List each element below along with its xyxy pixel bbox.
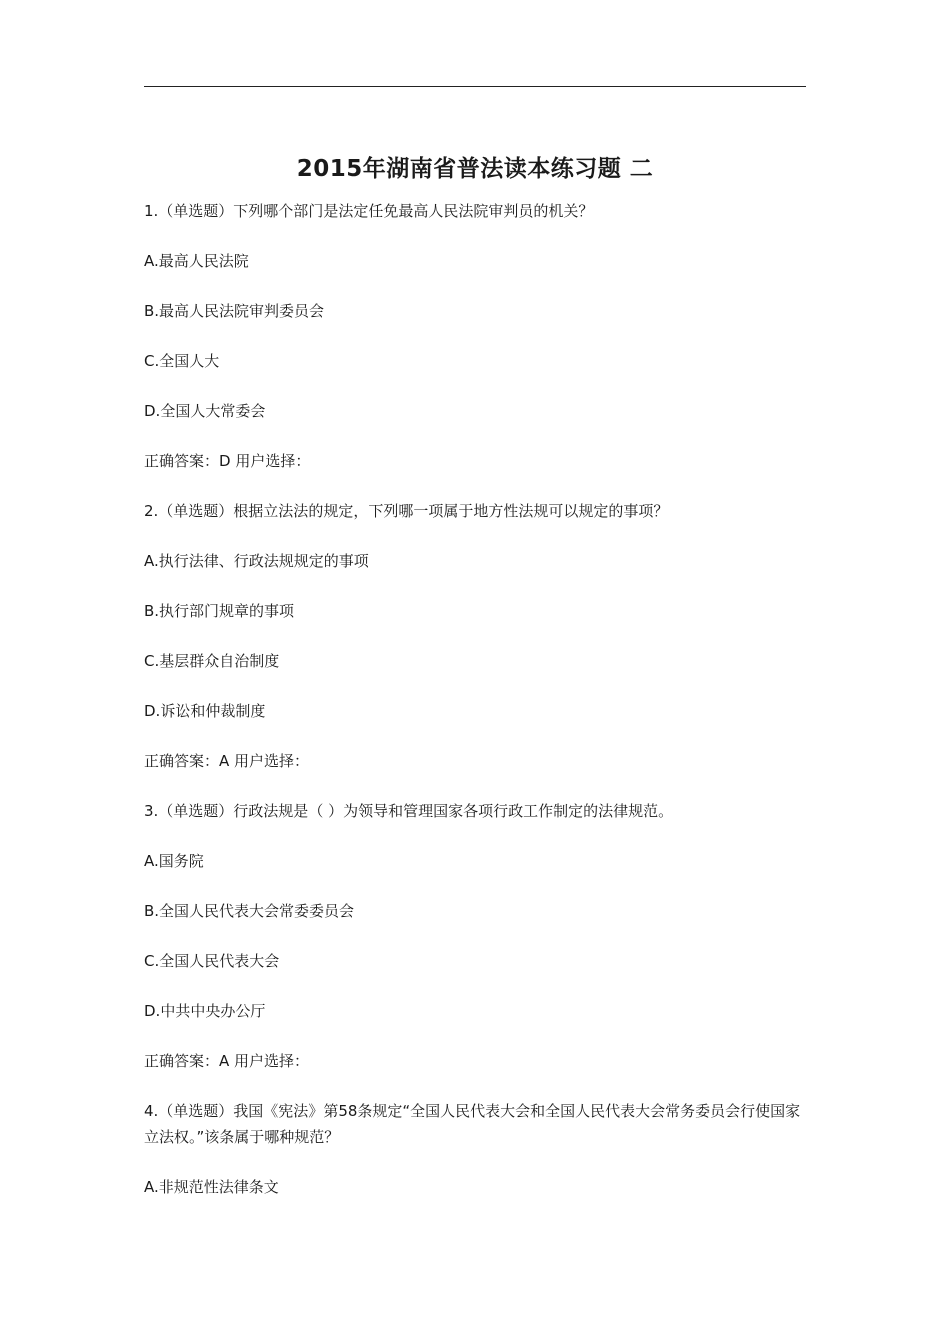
question-text: 2.（单选题）根据立法法的规定，下列哪一项属于地方性法规可以规定的事项？ xyxy=(144,502,669,520)
question-text: 3.（单选题）行政法规是（ ）为领导和管理国家各项行政工作制定的法律规范。 xyxy=(144,802,674,820)
answer-line: 正确答案：D 用户选择： xyxy=(144,452,311,470)
question-option: A.执行法律、行政法规规定的事项 xyxy=(144,552,369,570)
question-option: B.执行部门规章的事项 xyxy=(144,602,295,620)
question-text: 4.（单选题）我国《宪法》第58条规定“全国人民代表大会和全国人民代表大会常务委员会行使国家立法权。”该条属于哪种规范？ xyxy=(144,1102,801,1146)
question-option: D.全国人大常委会 xyxy=(144,402,266,420)
question-option: C.全国人大 xyxy=(144,352,220,370)
question-option: D.中共中央办公厅 xyxy=(144,1002,266,1020)
answer-line: 正确答案：A 用户选择： xyxy=(144,1052,310,1070)
question-option: A.非规范性法律条文 xyxy=(144,1178,279,1196)
question-option: A.国务院 xyxy=(144,852,204,870)
document-body xyxy=(144,198,808,1224)
document-title: 2015年湖南省普法读本练习题 二 xyxy=(296,156,654,182)
question-text: 1.（单选题）下列哪个部门是法定任免最高人民法院审判员的机关？ xyxy=(144,202,594,220)
answer-line: 正确答案：A 用户选择： xyxy=(144,752,310,770)
question-option: B.最高人民法院审判委员会 xyxy=(144,302,325,320)
question-option: B.全国人民代表大会常委委员会 xyxy=(144,902,355,920)
question-option: C.基层群众自治制度 xyxy=(144,652,280,670)
question-option: D.诉讼和仲裁制度 xyxy=(144,702,266,720)
header-rule xyxy=(144,86,806,87)
question-option: A.最高人民法院 xyxy=(144,252,249,270)
question-option: C.全国人民代表大会 xyxy=(144,952,280,970)
